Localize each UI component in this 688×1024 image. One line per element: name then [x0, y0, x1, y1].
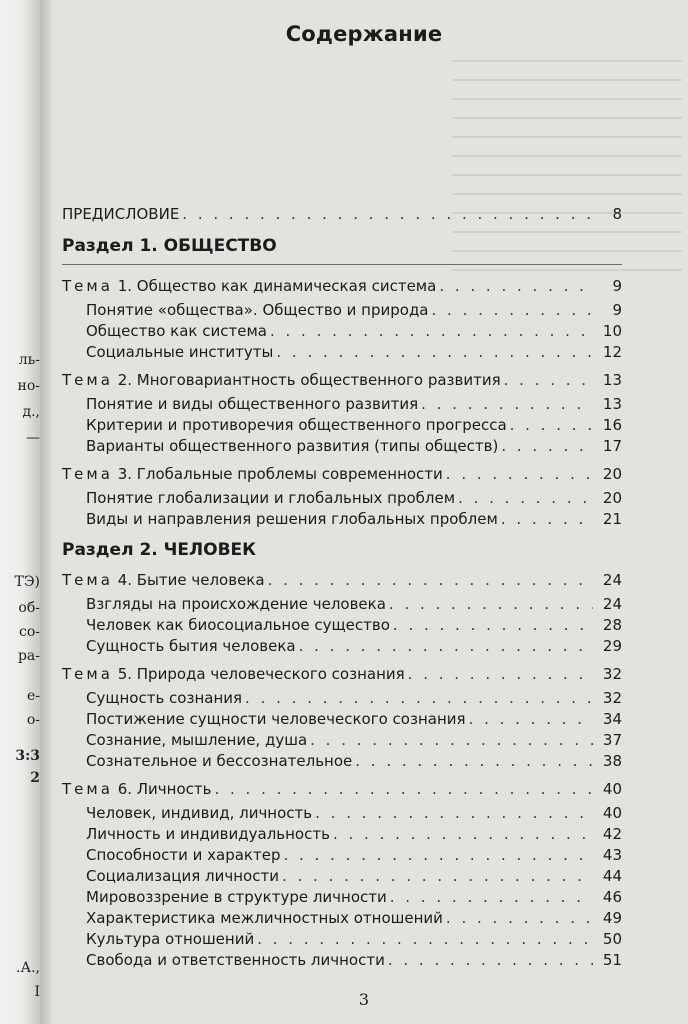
- toc-label: Сущность бытия человека: [86, 637, 296, 655]
- toc-page-number: 49: [602, 909, 622, 927]
- dot-leader: [310, 730, 593, 750]
- dot-leader: [389, 594, 593, 614]
- binding-shadow: [40, 0, 54, 1024]
- topic-prefix: Тема: [62, 665, 113, 683]
- toc-label: Человек, индивид, личность: [86, 804, 313, 822]
- toc-label: 5. Природа человеческого сознания: [117, 665, 405, 683]
- toc-page-number: 44: [602, 867, 622, 885]
- dot-leader: [504, 370, 593, 390]
- toc-label: Понятие «общества». Общество и природа: [86, 301, 429, 319]
- toc-item[interactable]: [86, 908, 622, 928]
- margin-fragment: 3:3: [15, 748, 40, 764]
- topic-prefix: Тема: [62, 571, 113, 589]
- toc-page-number: 17: [602, 437, 622, 455]
- toc-page-number: 24: [602, 595, 622, 613]
- toc-label: 2. Многовариантность общественного развития: [117, 371, 501, 389]
- left-page-edge: [0, 0, 40, 1024]
- toc-page-number: 34: [602, 710, 622, 728]
- toc-label: Социальные институты: [86, 343, 274, 361]
- toc-page-number: 40: [602, 780, 622, 798]
- toc-topic[interactable]: [62, 664, 622, 684]
- margin-fragment: е-: [26, 688, 40, 704]
- dot-leader: [245, 688, 593, 708]
- dot-leader: [282, 866, 593, 886]
- toc-label: Человек как биосоциальное существо: [86, 616, 390, 634]
- toc-page-number: 50: [602, 930, 622, 948]
- toc-topic[interactable]: [62, 370, 622, 390]
- toc-item[interactable]: [86, 803, 622, 823]
- toc-label: Взгляды на происхождение человека: [86, 595, 386, 613]
- toc-label: Социализация личности: [86, 867, 279, 885]
- toc-item[interactable]: [86, 845, 622, 865]
- toc-page-number: 51: [602, 951, 622, 969]
- dot-leader: [268, 570, 593, 590]
- toc-item[interactable]: [86, 636, 622, 656]
- dot-leader: [458, 488, 593, 508]
- toc-label: Сущность сознания: [86, 689, 243, 707]
- dot-leader: [283, 845, 593, 865]
- toc-label: Понятие глобализации и глобальных проблем: [86, 489, 456, 507]
- dot-leader: [182, 204, 593, 224]
- toc-label: Постижение сущности человеческого сознания: [86, 710, 466, 728]
- toc-item[interactable]: [86, 394, 622, 414]
- toc-page-number: 24: [602, 571, 622, 589]
- margin-fragment: ТЭ): [14, 574, 40, 590]
- dot-leader: [501, 436, 593, 456]
- toc-page-number: 9: [612, 301, 622, 319]
- topic-prefix: Тема: [62, 371, 113, 389]
- margin-fragment: ль-: [18, 352, 40, 368]
- dot-leader: [439, 276, 593, 296]
- dot-leader: [388, 950, 593, 970]
- toc-label: Виды и направления решения глобальных проблем: [86, 510, 498, 528]
- toc-item[interactable]: [86, 950, 622, 970]
- toc-item[interactable]: [86, 929, 622, 949]
- toc-page-number: 20: [602, 489, 622, 507]
- dot-leader: [299, 636, 593, 656]
- margin-fragment: со-: [19, 624, 40, 640]
- toc-page-number: 21: [602, 510, 622, 528]
- toc-item[interactable]: [86, 866, 622, 886]
- toc-topic[interactable]: [62, 779, 622, 799]
- margin-fragment: об-: [18, 600, 40, 616]
- toc-label: Сознание, мышление, душа: [86, 731, 308, 749]
- section-heading: Раздел 2. ЧЕЛОВЕК: [62, 540, 257, 560]
- toc-label: Культура отношений: [86, 930, 255, 948]
- toc-topic[interactable]: [62, 276, 622, 296]
- dot-leader: [501, 509, 593, 529]
- dot-leader: [390, 887, 593, 907]
- toc-page-number: 32: [602, 665, 622, 683]
- toc-label: ПРЕДИСЛОВИЕ: [62, 205, 180, 223]
- toc-item[interactable]: [86, 436, 622, 456]
- topic-prefix: Тема: [62, 780, 113, 798]
- dot-leader: [214, 779, 593, 799]
- toc-page-number: 13: [602, 395, 622, 413]
- dot-leader: [270, 321, 593, 341]
- toc-label: 4. Бытие человека: [117, 571, 265, 589]
- toc-label: Сознательное и бессознательное: [86, 752, 353, 770]
- toc-label: Критерии и противоречия общественного прогресса: [86, 416, 507, 434]
- toc-label: Способности и характер: [86, 846, 281, 864]
- toc-label: Общество как система: [86, 322, 267, 340]
- toc-page-number: 16: [602, 416, 622, 434]
- dot-leader: [393, 615, 593, 635]
- dot-leader: [276, 342, 593, 362]
- toc-topic[interactable]: [62, 464, 622, 484]
- toc-item[interactable]: [86, 688, 622, 708]
- toc-item[interactable]: [86, 488, 622, 508]
- toc-page-number: 28: [602, 616, 622, 634]
- toc-label: Варианты общественного развития (типы обществ): [86, 437, 499, 455]
- toc-page-number: 32: [602, 689, 622, 707]
- toc-page-number: 10: [602, 322, 622, 340]
- toc-page-number: 42: [602, 825, 622, 843]
- toc-item[interactable]: [86, 415, 622, 435]
- toc-label: Свобода и ответственность личности: [86, 951, 385, 969]
- page-number: 3: [358, 990, 370, 1009]
- divider: [62, 264, 622, 265]
- dot-leader: [510, 415, 593, 435]
- dot-leader: [315, 803, 593, 823]
- toc-label: 1. Общество как динамическая система: [117, 277, 437, 295]
- toc-page-number: 12: [602, 343, 622, 361]
- dot-leader: [446, 908, 593, 928]
- margin-fragment: ра-: [17, 648, 40, 664]
- toc-entry-preface[interactable]: [62, 204, 622, 224]
- topic-prefix: Тема: [62, 465, 113, 483]
- toc-label: Понятие и виды общественного развития: [86, 395, 419, 413]
- toc-item[interactable]: [86, 824, 622, 844]
- toc-page-number: 13: [602, 371, 622, 389]
- toc-item[interactable]: [86, 509, 622, 529]
- toc-label: 3. Глобальные проблемы современности: [117, 465, 443, 483]
- bleed-through-text: [452, 60, 682, 280]
- toc-label: 6. Личность: [117, 780, 212, 798]
- toc-topic[interactable]: [62, 570, 622, 590]
- toc-item[interactable]: [86, 594, 622, 614]
- toc-page-number: 37: [602, 731, 622, 749]
- toc-page-number: 20: [602, 465, 622, 483]
- margin-fragment: д.,: [22, 404, 40, 420]
- toc-label: Личность и индивидуальность: [86, 825, 330, 843]
- toc-item[interactable]: [86, 730, 622, 750]
- dot-leader: [432, 300, 593, 320]
- dot-leader: [408, 664, 593, 684]
- toc-item[interactable]: [86, 709, 622, 729]
- dot-leader: [257, 929, 593, 949]
- toc-label: Мировоззрение в структуре личности: [86, 888, 387, 906]
- margin-fragment: .А.,: [16, 960, 40, 976]
- margin-fragment: о-: [26, 712, 40, 728]
- dot-leader: [469, 709, 593, 729]
- margin-fragment: но-: [17, 378, 40, 394]
- dot-leader: [421, 394, 593, 414]
- toc-label: Характеристика межличностных отношений: [86, 909, 443, 927]
- toc-page-number: 29: [602, 637, 622, 655]
- margin-fragment: I: [34, 984, 40, 1000]
- toc-page-number: 38: [602, 752, 622, 770]
- toc-item[interactable]: [86, 751, 622, 771]
- toc-item[interactable]: [86, 342, 622, 362]
- section-heading: Раздел 1. ОБЩЕСТВО: [62, 236, 277, 256]
- margin-fragment: —: [26, 430, 40, 446]
- dot-leader: [333, 824, 593, 844]
- toc-item[interactable]: [86, 615, 622, 635]
- page-title: Содержание: [285, 22, 443, 46]
- toc-page-number: 8: [612, 205, 622, 223]
- toc-page-number: 9: [612, 277, 622, 295]
- toc-item[interactable]: [86, 321, 622, 341]
- toc-page-number: 43: [602, 846, 622, 864]
- toc-item[interactable]: [86, 300, 622, 320]
- toc-page-number: 40: [602, 804, 622, 822]
- toc-item[interactable]: [86, 887, 622, 907]
- dot-leader: [446, 464, 593, 484]
- topic-prefix: Тема: [62, 277, 113, 295]
- toc-page-number: 46: [602, 888, 622, 906]
- margin-fragment: 2: [30, 770, 40, 786]
- dot-leader: [355, 751, 593, 771]
